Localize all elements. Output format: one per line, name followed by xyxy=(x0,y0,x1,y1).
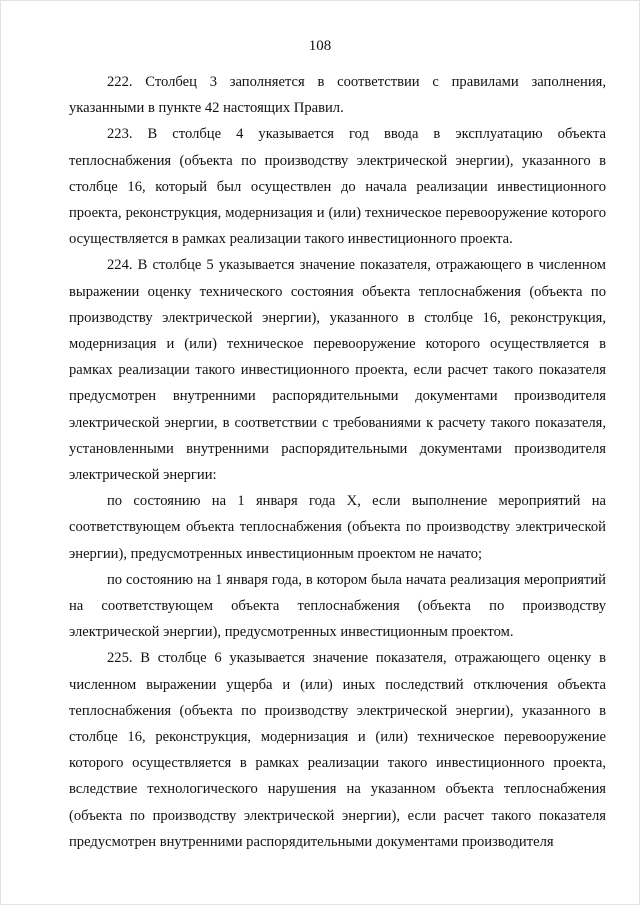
paragraph-224: 224. В столбце 5 указывается значение показателя, отражающего в численном выражении оценку технического состояния объекта теплоснабжения (объекта по производству электрической энергии), указанного в столбце 16, реконструкция, модернизация и (или) техническое перевооружение которого осуществляется в рамках реализации такого инвестиционного проекта, если расчет такого показателя предусмотрен внутренними распорядительными документами производителя электрической энергии, в соответствии с требованиями к расчету такого показателя, установленными внутренними распорядительными документами производителя электрической энергии: xyxy=(69,257,606,484)
paragraph-222: 222. Столбец 3 заполняется в соответствии с правилами заполнения, указанными в пункте 42 настоящих Правил. xyxy=(69,74,606,117)
page-number: 108 xyxy=(308,38,332,54)
paragraph-223: 223. В столбце 4 указывается год ввода в эксплуатацию объекта теплоснабжения (объекта по производству электрической энергии), указанного в столбце 16, который был осуществлен до начала реализации инвестиционного проекта, реконструкция, модернизация и (или) техническое перевооружение которого осуществляется в рамках реализации такого инвестиционного проекта. xyxy=(69,126,606,248)
document-body xyxy=(69,69,606,855)
paragraph-225: 225. В столбце 6 указывается значение показателя, отражающего оценку в численном выражении ущерба и (или) иных последствий отключения объекта теплоснабжения (объекта по производству электрической энергии), указанного в столбце 16, реконструкция, модернизация и (или) техническое перевооружение которого осуществляется в рамках реализации такого инвестиционного проекта, вследствие технологического нарушения на указанном объекта теплоснабжения (объекта по производству электрической энергии), если расчет такого показателя предусмотрен внутренними распорядительными документами производителя xyxy=(69,650,606,850)
paragraph-224-item-1: по состоянию на 1 января года X, если выполнение мероприятий на соответствующем объекта теплоснабжения (объекта по производству электрической энергии), предусмотренных инвестиционным проектом не начато; xyxy=(69,493,606,562)
paragraph-224-item-2: по состоянию на 1 января года, в котором была начата реализация мероприятий на соответствующем объекта теплоснабжения (объекта по производству электрической энергии), предусмотренных инвестиционным проектом. xyxy=(69,571,606,641)
